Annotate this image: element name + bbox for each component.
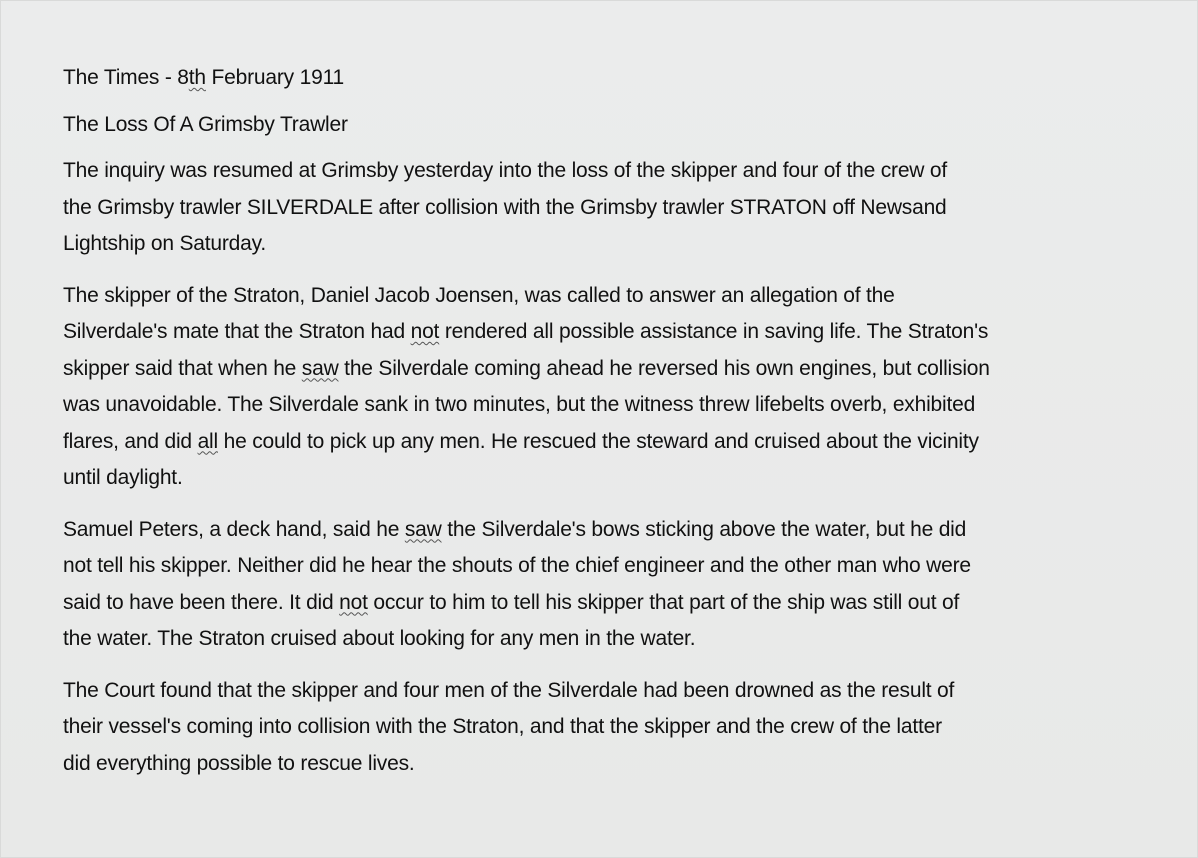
paragraph-line: [63, 585, 1153, 622]
document-body: [63, 60, 1153, 782]
line-segment: the Silverdale coming ahead he reversed his own engines, but collision: [338, 356, 990, 380]
flagged-word: all: [197, 429, 218, 453]
paragraph-line: their vessel's coming into collision with the Straton, and that the skipper and the crew of the latter: [63, 715, 942, 738]
line-segment: rendered all possible assistance in saving life. The Straton's: [439, 320, 989, 343]
line-segment: said to have been there. It did: [63, 590, 340, 614]
line-segment: skipper said that when he: [63, 356, 302, 380]
paragraph-line: [63, 512, 1153, 549]
headline-text: The Loss Of A Grimsby Trawler: [63, 112, 348, 136]
paragraph-line: [63, 351, 1153, 388]
paragraph-line: the water. The Straton cruised about looking for any men in the water.: [63, 627, 696, 650]
dateline: [63, 60, 1153, 97]
flagged-word: saw: [404, 517, 442, 541]
paragraph-1: [63, 153, 1153, 263]
flagged-word: not: [339, 590, 368, 614]
paragraph-line: was unavoidable. The Silverdale sank in two minutes, but the witness threw lifebelts overb, exhibited: [63, 393, 976, 416]
dateline-ordinal-flagged-word: th: [188, 66, 206, 89]
flagged-word: not: [410, 320, 440, 343]
line-segment: Silverdale's mate that the Straton had: [63, 320, 411, 343]
paragraph-line: [63, 424, 1153, 461]
paragraph-line: The inquiry was resumed at Grimsby yesterday into the loss of the skipper and four of the crew of: [63, 159, 948, 182]
dateline-suffix: February 1911: [205, 66, 344, 89]
paragraph-4: [63, 673, 1153, 783]
paragraph-line: did everything possible to rescue lives.: [63, 751, 415, 775]
paragraph-2: [63, 278, 1153, 497]
line-segment: flares, and did: [63, 429, 198, 453]
dateline-prefix: The Times - 8: [63, 66, 189, 89]
paragraph-line: not tell his skipper. Neither did he hear the shouts of the chief engineer and the other man who were: [63, 554, 971, 577]
paragraph-line: The Court found that the skipper and four men of the Silverdale had been drowned as the result of: [63, 678, 955, 702]
paragraph-line: The skipper of the Straton, Daniel Jacob Joensen, was called to answer an allegation of the: [63, 283, 895, 307]
line-segment: he could to pick up any men. He rescued the steward and cruised about the vicinity: [217, 429, 979, 453]
paragraph-line: Lightship on Saturday.: [63, 232, 267, 255]
headline: [63, 107, 1153, 144]
flagged-word: saw: [301, 356, 339, 380]
line-segment: occur to him to tell his skipper that part of the ship was still out of: [367, 590, 960, 614]
line-segment: the Silverdale's bows sticking above the water, but he did: [441, 517, 967, 541]
paragraph-line: until daylight.: [63, 466, 183, 489]
paragraph-3: [63, 512, 1153, 658]
paragraph-line: [63, 314, 1153, 351]
paragraph-line: the Grimsby trawler SILVERDALE after collision with the Grimsby trawler STRATON off Newsand: [63, 195, 947, 219]
line-segment: Samuel Peters, a deck hand, said he: [63, 517, 405, 541]
dateline-text: [63, 60, 1153, 97]
